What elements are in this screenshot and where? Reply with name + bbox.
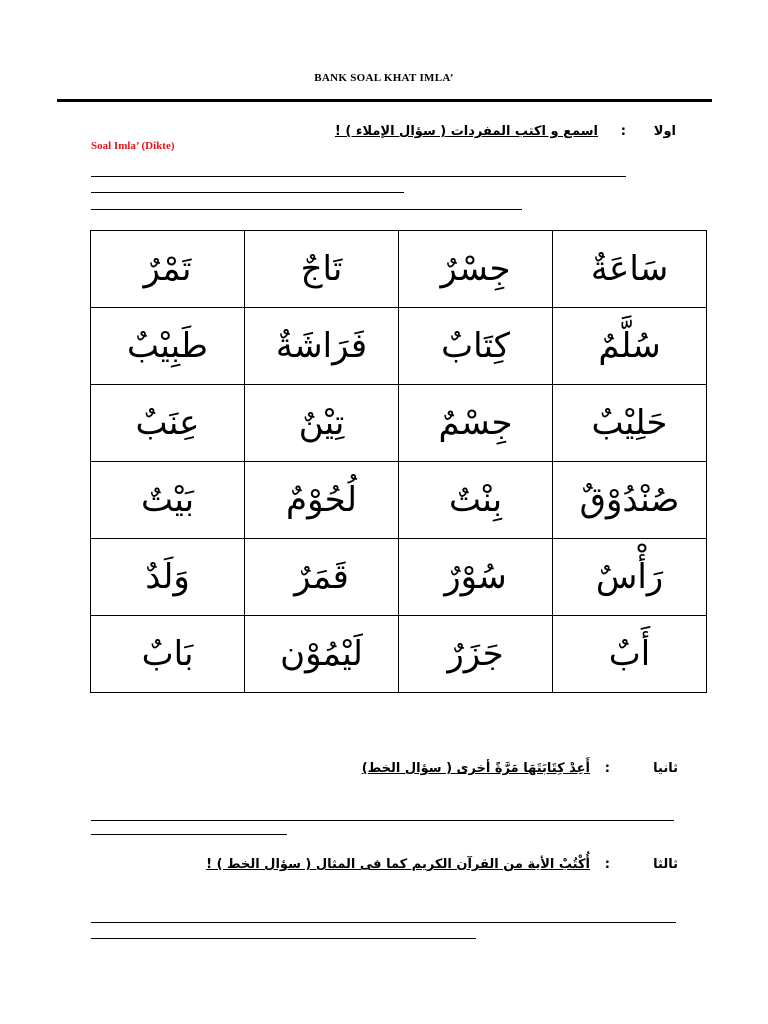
section3-label: ثالثا (653, 857, 678, 872)
grid-row (91, 539, 707, 616)
page-title: BANK SOAL KHAT IMLA’ (314, 72, 454, 84)
word-cell: فَرَاشَةٌ (245, 308, 399, 385)
section3-instruction: أُكْتُبْ الأية من القرآن الكريم كما فى المثال ( سؤال الخط ) ! (206, 857, 590, 872)
word-cell: بِنْتٌ (399, 462, 553, 539)
writing-line (91, 820, 674, 821)
word-cell: طَبِيْبٌ (91, 308, 245, 385)
writing-line (91, 192, 404, 193)
grid-row (91, 231, 707, 308)
word-grid (90, 230, 707, 693)
word-cell: سُوْرٌ (399, 539, 553, 616)
word-cell: جَزَرٌ (399, 616, 553, 693)
word-cell: سَاعَةٌ (553, 231, 707, 308)
grid-row (91, 308, 707, 385)
header-rule (57, 99, 712, 102)
writing-line (91, 176, 626, 177)
word-cell: وَلَدٌ (91, 539, 245, 616)
section1-label: اولا (653, 124, 676, 139)
word-cell: سُلَّمٌ (553, 308, 707, 385)
word-cell: تَمْرٌ (91, 231, 245, 308)
section1-subtitle: Soal Imla’ (Dikte) (91, 140, 175, 152)
word-cell: صُنْدُوْقٌ (553, 462, 707, 539)
section3-colon: : (604, 857, 610, 872)
section1-instruction: اسمع و اكتب المفردات ( سؤال الإملاء ) ! (334, 124, 598, 139)
word-cell: حَلِيْبٌ (553, 385, 707, 462)
word-cell: بَابٌ (91, 616, 245, 693)
writing-line (91, 938, 476, 939)
section2-instruction: أَعِدْ كِتَابَتَهَا مَرَّةً أخرى ( سؤال الخط) (361, 761, 590, 776)
writing-line (91, 834, 287, 835)
word-cell: رَأْسٌ (553, 539, 707, 616)
section1-colon: : (620, 124, 626, 139)
word-cell: لُحُوْمٌ (245, 462, 399, 539)
word-cell: جِسْرٌ (399, 231, 553, 308)
word-cell: لَيْمُوْن (245, 616, 399, 693)
writing-line (91, 209, 522, 210)
grid-row (91, 385, 707, 462)
word-cell: جِسْمٌ (399, 385, 553, 462)
grid-row (91, 616, 707, 693)
word-cell: عِنَبٌ (91, 385, 245, 462)
word-cell: أَبٌ (553, 616, 707, 693)
grid-row (91, 462, 707, 539)
word-cell: قَمَرٌ (245, 539, 399, 616)
word-cell: تِيْنٌ (245, 385, 399, 462)
section2-label: ثانيا (653, 761, 678, 776)
section2-colon: : (604, 761, 610, 776)
word-cell: بَيْتٌ (91, 462, 245, 539)
word-cell: كِتَابٌ (399, 308, 553, 385)
word-cell: تَاجٌ (245, 231, 399, 308)
writing-line (91, 922, 676, 923)
